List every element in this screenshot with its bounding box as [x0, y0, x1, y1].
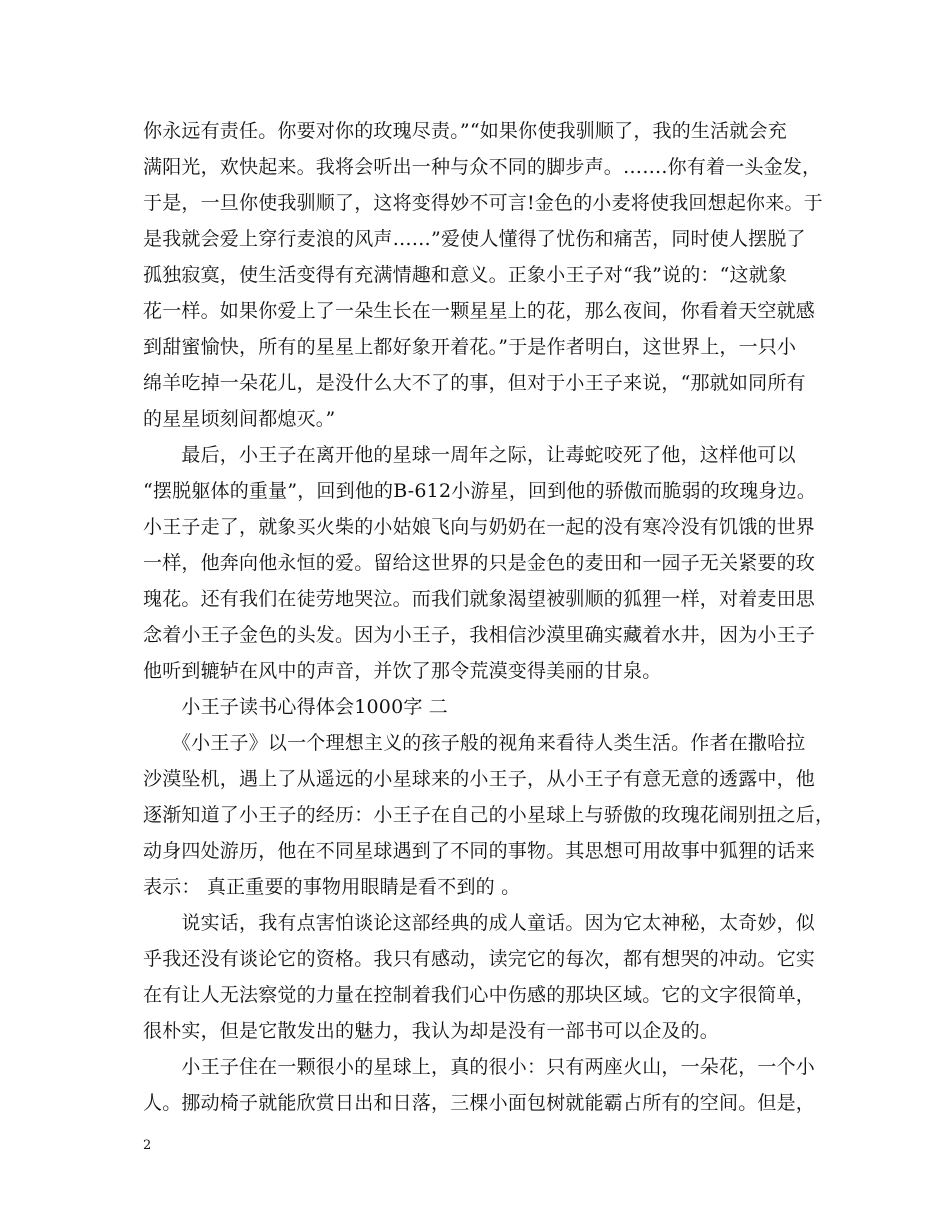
text-line: 瑰花。还有我们在徒劳地哭泣。而我们就象渴望被驯顺的狐狸一样，对着麦田思 [143, 588, 816, 610]
text-line: 的星星顷刻间都熄灭。” [143, 408, 336, 430]
section-heading: 小王子读书心得体会1000字 二 [143, 696, 448, 718]
paragraph-start-line: 最后，小王子在离开他的星球一周年之际，让毒蛇咬死了他，这样他可以 [143, 444, 796, 466]
text-line: 满阳光，欢快起来。我将会听出一种与众不同的脚步声。…….你有着一头金发， [143, 156, 822, 178]
text-line: 花一样。如果你爱上了一朵生长在一颗星星上的花，那么夜间，你看着天空就感 [143, 300, 816, 322]
paragraph-start-line: 说实话，我有点害怕谈论这部经典的成人童话。因为它太神秘，太奇妙，似 [143, 912, 816, 934]
text-line: 动身四处游历，他在不同星球遇到了不同的事物。其思想可用故事中狐狸的话来 [143, 840, 816, 862]
text-line: 到甜蜜愉快，所有的星星上都好象开着花。”于是作者明白，这世界上，一只小 [143, 336, 797, 358]
text-line: “摆脱躯体的重量”，回到他的B-612小游星，回到他的骄傲而脆弱的玫瑰身边。 [143, 480, 817, 502]
paragraph-start-line: 《小王子》以一个理想主义的孩子般的视角来看待人类生活。作者在撒哈拉 [143, 732, 806, 754]
text-line: 你永远有责任。你要对你的玫瑰尽责。”“如果你使我驯顺了，我的生活就会充 [143, 120, 787, 142]
text-line: 于是，一旦你使我驯顺了，这将变得妙不可言!金色的小麦将使我回想起你来。于 [143, 192, 823, 214]
text-line: 人。挪动椅子就能欣赏日出和日落，三棵小面包树就能霸占所有的空间。但是， [143, 1092, 816, 1114]
text-line: 念着小王子金色的头发。因为小王子，我相信沙漠里确实藏着水井，因为小王子 [143, 624, 816, 646]
page-number: 2 [143, 1138, 152, 1153]
text-line: 在有让人无法察觉的力量在控制着我们心中伤感的那块区域。它的文字很简单， [143, 984, 816, 1006]
text-line: 表示： 真正重要的事物用眼睛是看不到的 。 [143, 876, 521, 898]
text-line: 小王子走了，就象买火柴的小姑娘飞向与奶奶在一起的没有寒冷没有饥饿的世界 [143, 516, 816, 538]
text-line: 乎我还没有谈论它的资格。我只有感动，读完它的每次，都有想哭的冲动。它实 [143, 948, 816, 970]
text-line: 绵羊吃掉一朵花儿，是没什么大不了的事，但对于小王子来说，“那就如同所有 [143, 372, 806, 394]
text-line: 逐渐知道了小王子的经历：小王子在自己的小星球上与骄傲的玫瑰花闹别扭之后， [143, 804, 835, 826]
text-line: 沙漠坠机，遇上了从遥远的小星球来的小王子，从小王子有意无意的透露中，他 [143, 768, 816, 790]
text-line: 他听到辘轳在风中的声音，并饮了那令荒漠变得美丽的甘泉。 [143, 660, 662, 682]
paragraph-start-line: 小王子住在一颗很小的星球上，真的很小：只有两座火山，一朵花，一个小 [143, 1056, 816, 1078]
text-line: 孤独寂寞，使生活变得有充满情趣和意义。正象小王子对“我”说的：“这就象 [143, 264, 788, 286]
text-line: 是我就会爱上穿行麦浪的风声……”爱使人懂得了忧伤和痛苦，同时使人摆脱了 [143, 228, 806, 250]
text-line: 很朴实，但是它散发出的魅力，我认为却是没有一部书可以企及的。 [143, 1020, 720, 1042]
text-line: 一样，他奔向他永恒的爱。留给这世界的只是金色的麦田和一园子无关紧要的玫 [143, 552, 816, 574]
